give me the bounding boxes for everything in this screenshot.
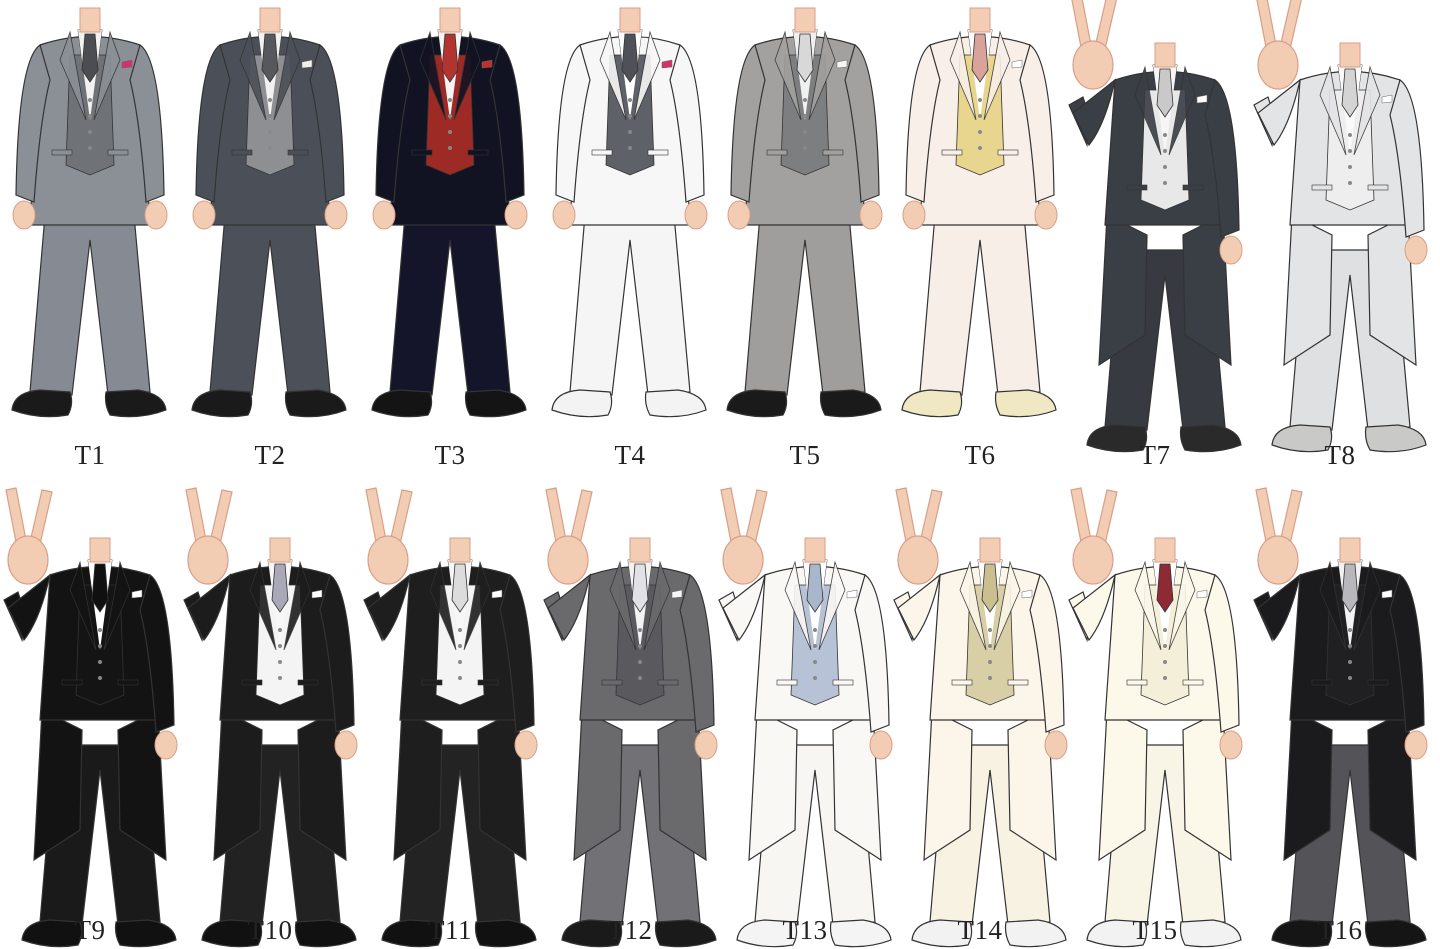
outfit-card xyxy=(1065,495,1245,949)
outfit-illustration xyxy=(360,0,540,430)
outfit-card xyxy=(360,495,540,949)
outfit-label: T3 xyxy=(434,440,466,470)
outfit-card xyxy=(180,495,360,949)
outfit-illustration xyxy=(1065,495,1245,925)
outfit-illustration xyxy=(890,0,1070,430)
outfit-label: T7 xyxy=(1139,440,1171,470)
outfit-card xyxy=(1065,0,1245,474)
outfit-card xyxy=(890,495,1070,949)
outfit-label: T1 xyxy=(74,440,106,470)
outfit-label: T2 xyxy=(254,440,286,470)
outfit-illustration xyxy=(180,0,360,430)
outfit-illustration xyxy=(1250,495,1430,925)
outfit-label: T9 xyxy=(74,915,106,945)
outfit-label: T4 xyxy=(614,440,646,470)
outfit-label: T12 xyxy=(607,915,653,945)
outfit-card xyxy=(0,0,180,474)
outfit-card xyxy=(540,0,720,474)
outfit-illustration xyxy=(0,495,180,925)
outfit-illustration xyxy=(1250,0,1430,430)
outfit-label: T14 xyxy=(957,915,1003,945)
outfit-card xyxy=(540,495,720,949)
outfit-label: T13 xyxy=(782,915,828,945)
outfit-card xyxy=(0,495,180,949)
outfit-illustration xyxy=(715,495,895,925)
outfit-illustration xyxy=(1065,0,1245,430)
outfit-illustration xyxy=(180,495,360,925)
outfit-card xyxy=(1250,0,1430,474)
outfit-illustration xyxy=(890,495,1070,925)
outfit-illustration xyxy=(715,0,895,430)
outfit-illustration xyxy=(540,0,720,430)
outfit-label: T11 xyxy=(428,915,472,945)
outfit-card xyxy=(360,0,540,474)
outfit-card xyxy=(715,495,895,949)
outfit-illustration xyxy=(0,0,180,430)
outfit-label: T10 xyxy=(247,915,293,945)
outfit-label: T5 xyxy=(789,440,821,470)
outfit-label: T16 xyxy=(1317,915,1363,945)
outfit-label: T8 xyxy=(1324,440,1356,470)
outfit-illustration xyxy=(360,495,540,925)
outfit-card xyxy=(1250,495,1430,949)
outfit-card xyxy=(890,0,1070,474)
outfit-card xyxy=(180,0,360,474)
outfit-illustration xyxy=(540,495,720,925)
outfit-card xyxy=(715,0,895,474)
outfit-label: T6 xyxy=(964,440,996,470)
outfit-label: T15 xyxy=(1132,915,1178,945)
